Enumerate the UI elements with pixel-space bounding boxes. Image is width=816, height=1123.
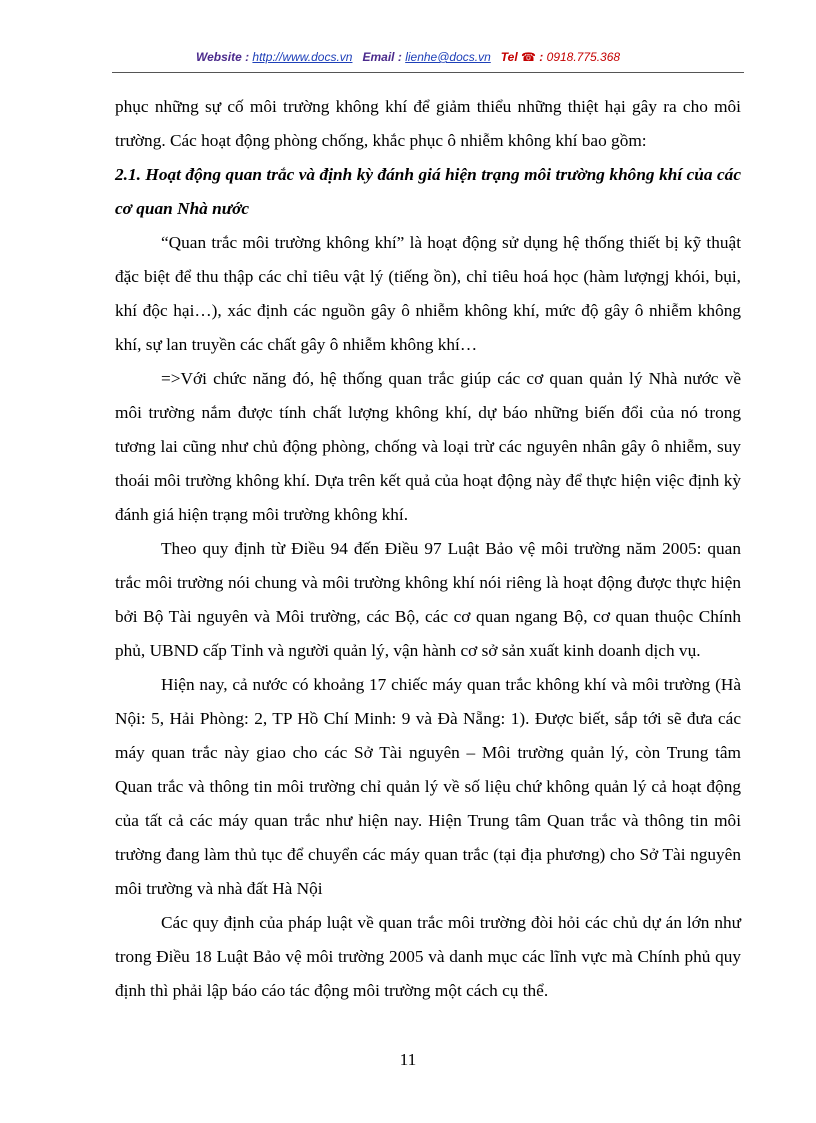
document-body xyxy=(115,90,741,1008)
paragraph-5: Các quy định của pháp luật về quan trắc môi trường đòi hỏi các chủ dự án lớn như trong Điều 18 Luật Bảo vệ môi trường 2005 và danh mục các lĩnh vực mà Chính phủ quy định thì phải lập báo cáo tác động môi trường một cách cụ thể. xyxy=(115,913,741,1000)
paragraph-2: =>Với chức năng đó, hệ thống quan trắc giúp các cơ quan quản lý Nhà nước về môi trường nắm được tính chất lượng không khí, dự báo những biến đổi của nó trong tương lai cũng như chủ động phòng, chống và loại trừ các nguyên nhân gây ô nhiễm, suy thoái môi trường không khí. Dựa trên kết quả của hoạt động này để thực hiện việc định kỳ đánh giá hiện trạng môi trường không khí. xyxy=(115,369,741,524)
website-link[interactable]: http://www.docs.vn xyxy=(252,50,353,64)
page-number: 11 xyxy=(399,1050,417,1069)
tel-value: 0918.775.368 xyxy=(546,50,621,64)
page-header xyxy=(0,50,816,64)
tel-label: Tel ☎ : xyxy=(500,50,544,64)
paragraph-1: “Quan trắc môi trường không khí” là hoạt động sử dụng hệ thống thiết bị kỹ thuật đặc biệt để thu thập các chỉ tiêu vật lý (tiếng ồn), chỉ tiêu hoá học (hàm lượngj khói, bụi, khí độc hại…), xác định các nguồn gây ô nhiễm không khí, mức độ gây ô nhiễm không khí, sự lan truyền các chất gây ô nhiễm không khí… xyxy=(115,233,741,354)
email-separator: : xyxy=(394,50,402,64)
email-label: Email xyxy=(362,50,395,64)
paragraph-3: Theo quy định từ Điều 94 đến Điều 97 Luật Bảo vệ môi trường năm 2005: quan trắc môi trường nói chung và môi trường không khí nói riêng là hoạt động được thực hiện bởi Bộ Tài nguyên và Môi trường, các Bộ, các cơ quan ngang Bộ, cơ quan thuộc Chính phủ, UBND cấp Tỉnh và người quản lý, vận hành cơ sở sản xuất kinh doanh dịch vụ. xyxy=(115,539,741,660)
header-divider xyxy=(112,72,744,73)
intro-paragraph: phục những sự cố môi trường không khí để giảm thiểu những thiệt hại gây ra cho môi trường. Các hoạt động phòng chống, khắc phục ô nhiễm không khí bao gồm: xyxy=(115,97,741,150)
section-heading: 2.1. Hoạt động quan trắc và định kỳ đánh giá hiện trạng môi trường không khí của các cơ quan Nhà nước xyxy=(115,165,741,218)
website-label: Website : xyxy=(195,50,250,64)
email-link[interactable]: lienhe@docs.vn xyxy=(405,50,491,64)
paragraph-4: Hiện nay, cả nước có khoảng 17 chiếc máy quan trắc không khí và môi trường (Hà Nội: 5, Hải Phòng: 2, TP Hồ Chí Minh: 9 và Đà Nẵng: 1). Được biết, sắp tới sẽ đưa các máy quan trắc này giao cho các Sở Tài nguyên – Môi trường quản lý, còn Trung tâm Quan trắc và thông tin môi trường chỉ quản lý về số liệu chứ không quản lý cả hoạt động của tất cả các máy quan trắc như hiện nay. Hiện Trung tâm Quan trắc và thông tin môi trường đang làm thủ tục để chuyển các máy quan trắc (tại địa phương) cho Sở Tài nguyên môi trường và nhà đất Hà Nội xyxy=(115,675,741,898)
